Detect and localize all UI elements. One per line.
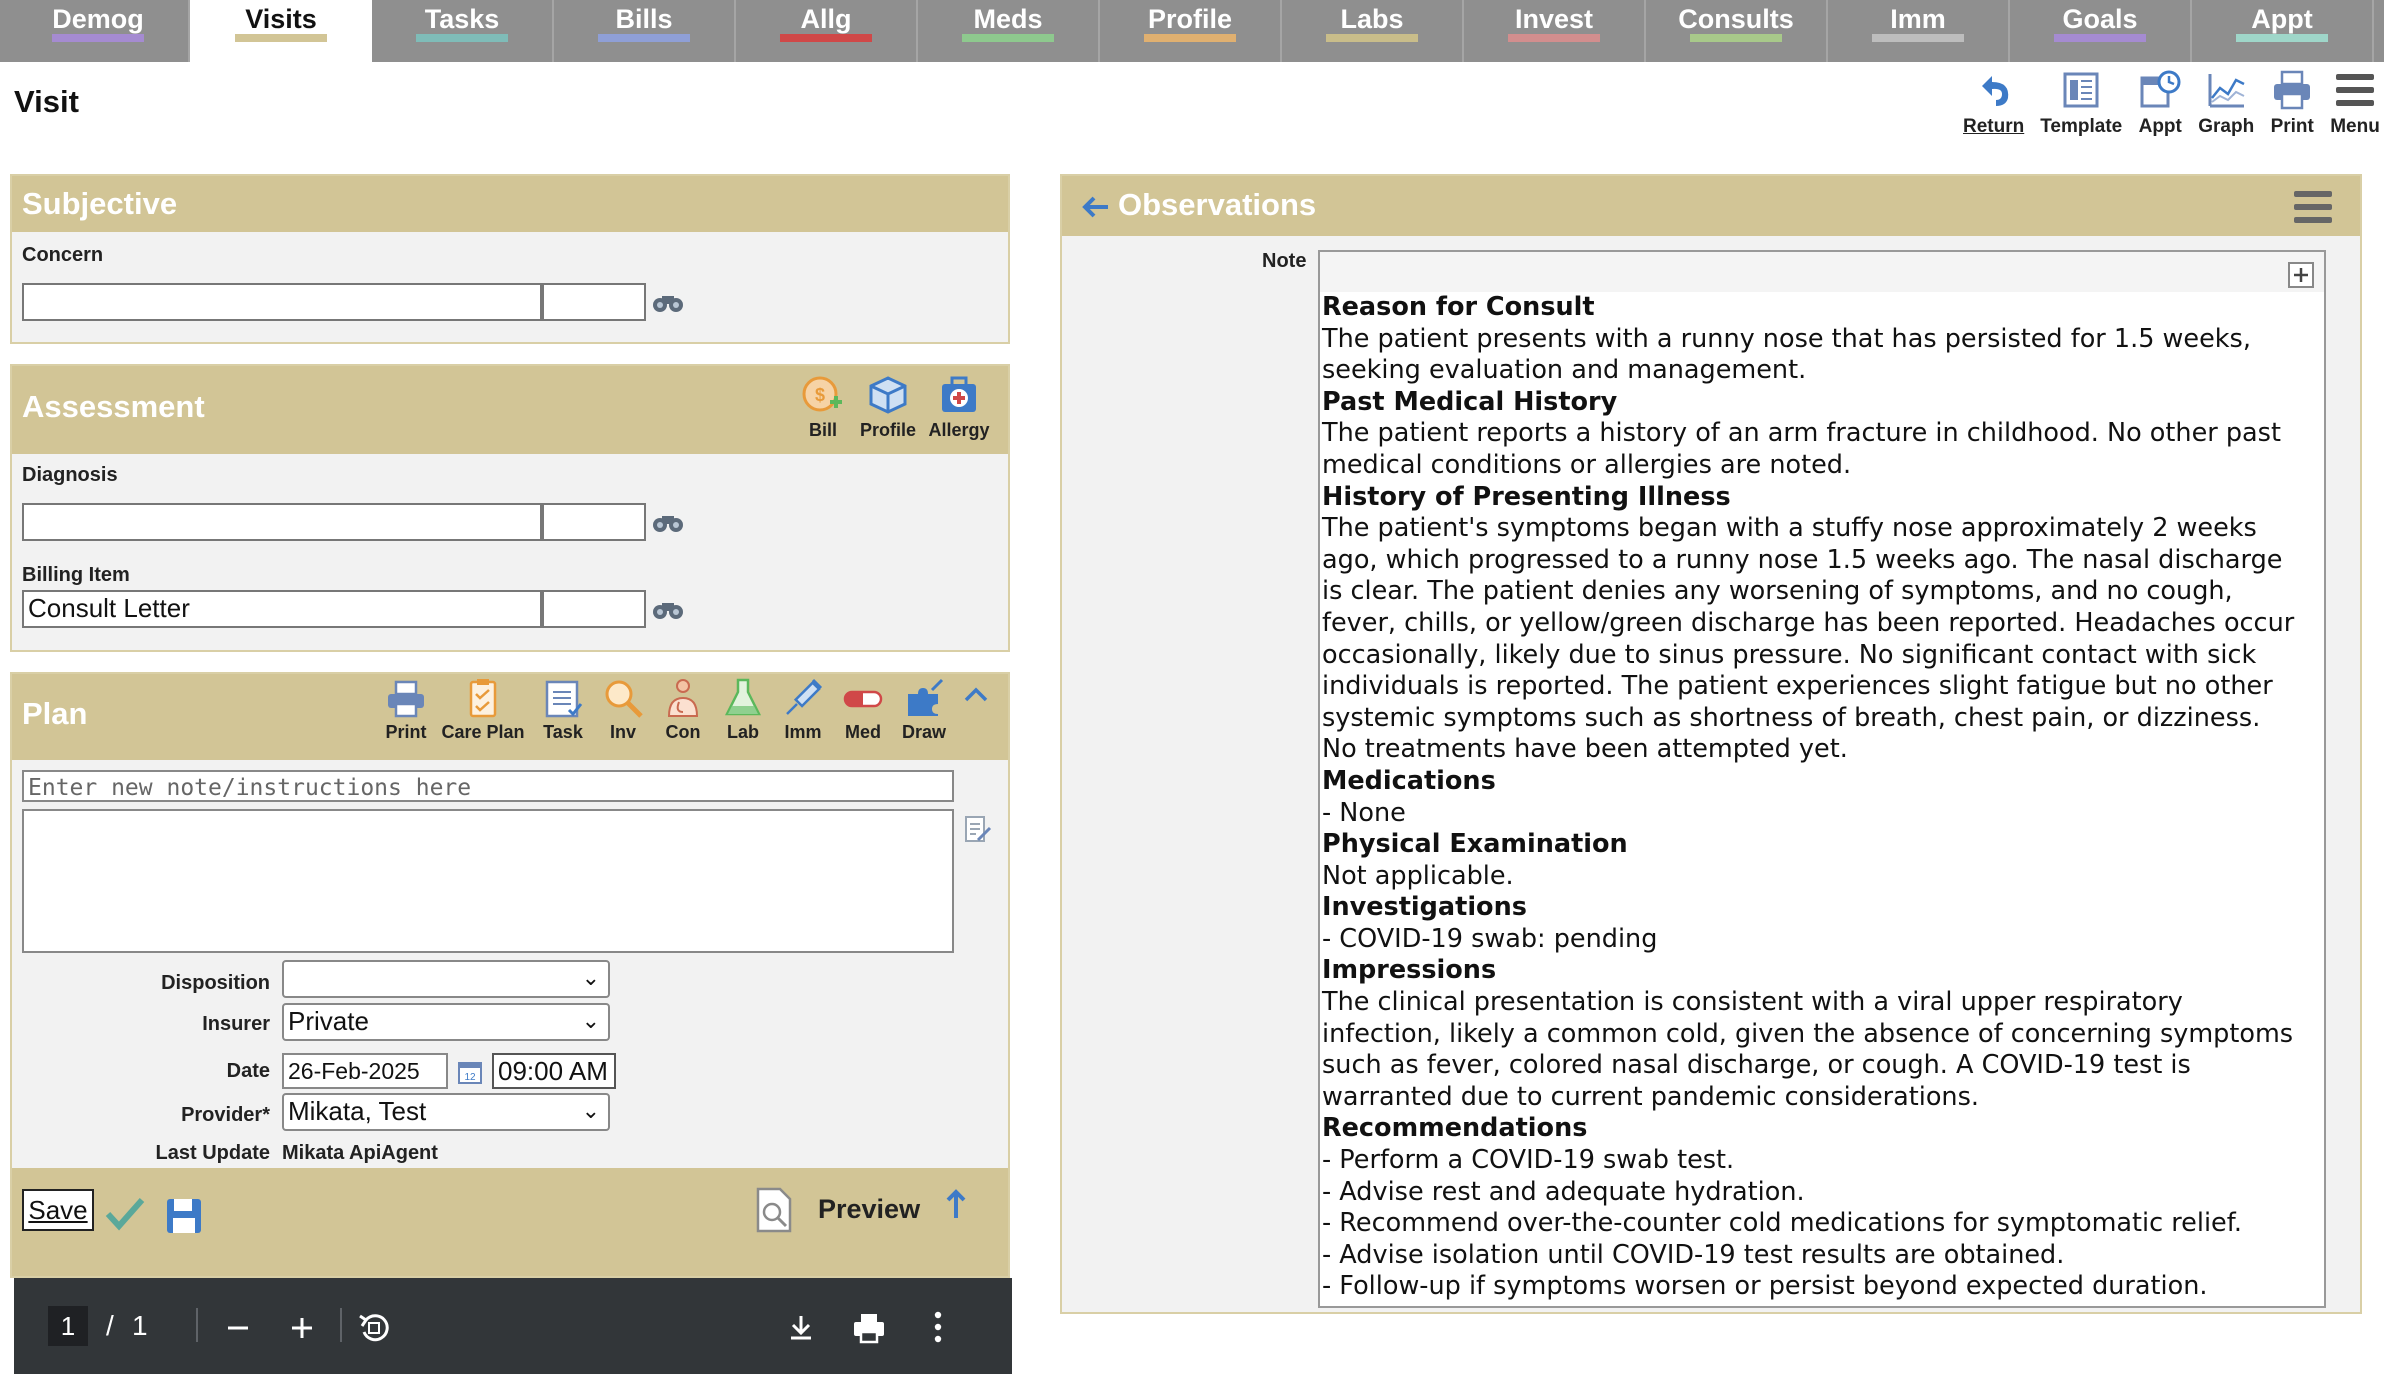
note-line: is clear. The patient denies any worsening of symptoms, and no cough, xyxy=(1322,576,2233,607)
tab-color-bar xyxy=(2236,34,2328,42)
note-line: The clinical presentation is consistent with a viral upper respiratory xyxy=(1322,987,2183,1018)
note-textarea[interactable] xyxy=(1318,250,2326,1308)
con-label: Con xyxy=(665,722,701,742)
chevron-down-icon: ⌄ xyxy=(581,1008,600,1033)
pdf-viewer-toolbar xyxy=(14,1278,1012,1374)
imm-button[interactable] xyxy=(778,676,828,743)
lab-flask-icon xyxy=(721,676,765,720)
more-vertical-icon[interactable] xyxy=(932,1310,944,1344)
tab-color-bar xyxy=(1326,34,1418,42)
tab-color-bar xyxy=(1144,34,1236,42)
tab-color-bar xyxy=(52,34,144,42)
tab-color-bar xyxy=(1508,34,1600,42)
last-update-value: Mikata ApiAgent xyxy=(282,1142,438,1164)
tab-consults[interactable] xyxy=(1646,0,1828,62)
bill-label: Bill xyxy=(808,420,837,440)
syringe-icon xyxy=(781,676,825,720)
return-button[interactable] xyxy=(1955,68,2032,138)
draw-button[interactable] xyxy=(898,676,950,743)
pdf-page-total: 1 xyxy=(132,1310,148,1341)
tab-labs[interactable] xyxy=(1282,0,1464,62)
allergy-label: Allergy xyxy=(928,420,990,440)
menu-label: Menu xyxy=(2330,116,2380,137)
appt-button[interactable] xyxy=(2130,68,2190,138)
graph-button[interactable] xyxy=(2190,68,2262,138)
appointment-icon xyxy=(2138,68,2182,112)
pdf-page-separator: / xyxy=(106,1310,114,1341)
concern-label: Concern xyxy=(22,244,104,266)
diagnosis-code-input[interactable] xyxy=(542,503,646,541)
profile-button[interactable] xyxy=(856,372,920,441)
tab-bills[interactable] xyxy=(554,0,736,62)
bill-icon xyxy=(800,372,846,418)
tab-label: Tasks xyxy=(424,4,500,34)
profile-label: Profile xyxy=(859,420,916,440)
edit-document-icon[interactable] xyxy=(962,814,992,844)
bill-button[interactable] xyxy=(798,372,848,441)
pdf-divider xyxy=(196,1308,198,1342)
tab-color-bar xyxy=(962,34,1054,42)
magnifier-icon xyxy=(601,676,645,720)
note-line: - Follow-up if symptoms worsen or persist beyond expected duration. xyxy=(1322,1271,2208,1302)
print-icon[interactable] xyxy=(852,1312,886,1344)
provider-value: Mikata, Test xyxy=(288,1096,427,1126)
task-list-icon xyxy=(541,676,585,720)
note-line: No treatments have been attempted yet. xyxy=(1322,734,1848,765)
concern-input[interactable] xyxy=(22,283,542,321)
tab-label: Labs xyxy=(1340,4,1404,34)
scroll-top-arrow-icon[interactable] xyxy=(944,1188,968,1220)
observations-title: Observations xyxy=(1118,187,1317,222)
note-toolbar xyxy=(1320,252,2324,292)
disposition-label: Disposition xyxy=(161,972,270,994)
preview-document-icon[interactable] xyxy=(752,1186,796,1234)
profile-cube-icon xyxy=(865,372,911,418)
checkmark-icon[interactable] xyxy=(104,1196,146,1232)
inv-button[interactable] xyxy=(598,676,648,743)
note-line: The patient reports a history of an arm fracture in childhood. No other past xyxy=(1322,418,2281,449)
download-icon[interactable] xyxy=(786,1312,816,1342)
preview-button[interactable]: Preview xyxy=(818,1194,921,1224)
tab-color-bar xyxy=(598,34,690,42)
note-line: such as fever, colored nasal discharge, or cough. A COVID-19 test is xyxy=(1322,1050,2191,1081)
billing-code-input[interactable] xyxy=(542,590,646,628)
tab-color-bar xyxy=(235,34,327,42)
calendar-icon[interactable] xyxy=(456,1058,484,1086)
template-label: Template xyxy=(2040,116,2123,137)
note-heading: Reason for Consult xyxy=(1322,292,1595,322)
note-line: - Advise rest and adequate hydration. xyxy=(1322,1176,1805,1207)
subjective-title: Subjective xyxy=(22,186,178,221)
hamburger-menu-icon[interactable] xyxy=(2292,188,2334,226)
note-line: - Perform a COVID-19 swab test. xyxy=(1322,1145,1735,1176)
pill-capsule-icon xyxy=(841,676,885,720)
diagnosis-label: Diagnosis xyxy=(22,464,118,486)
chevron-down-icon: ⌄ xyxy=(581,1098,600,1123)
plan-print-label: Print xyxy=(385,722,427,742)
note-line: individuals is reported. The patient experiences slight fatigue but no other xyxy=(1322,671,2273,702)
tab-label: Imm xyxy=(1890,4,1946,34)
date-label: Date xyxy=(226,1060,270,1082)
tab-label: Bills xyxy=(615,4,673,34)
note-label: Note xyxy=(1262,250,1307,272)
tab-meds[interactable] xyxy=(918,0,1100,62)
binoculars-icon[interactable] xyxy=(652,597,684,621)
tab-label: Invest xyxy=(1514,4,1594,34)
imm-label: Imm xyxy=(784,722,822,742)
note-heading: Impressions xyxy=(1322,955,1497,986)
note-heading: Medications xyxy=(1322,765,1496,796)
back-arrow-icon[interactable] xyxy=(1080,194,1110,220)
task-button[interactable] xyxy=(536,676,590,743)
allergy-medkit-icon xyxy=(936,372,982,418)
insurer-value: Private xyxy=(288,1006,369,1036)
tab-allg[interactable] xyxy=(736,0,918,62)
care-plan-button[interactable] xyxy=(438,676,528,743)
zoom-out-icon[interactable] xyxy=(224,1314,252,1342)
tab-label: Allg xyxy=(800,4,852,34)
note-instructions-input[interactable] xyxy=(22,770,954,802)
provider-label: Provider* xyxy=(181,1104,270,1126)
con-button[interactable] xyxy=(658,676,708,743)
date-input[interactable]: 26-Feb-2025 xyxy=(282,1053,448,1089)
time-input[interactable]: 09:00 AM xyxy=(492,1053,616,1089)
note-heading: History of Presenting Illness xyxy=(1322,481,1731,512)
note-heading: Physical Examination xyxy=(1322,829,1628,860)
hamburger-menu-icon xyxy=(2333,68,2377,112)
tab-color-bar xyxy=(1872,34,1964,42)
header-toolbar xyxy=(1955,68,2384,138)
plan-print-button[interactable] xyxy=(380,676,432,743)
note-heading: Past Medical History xyxy=(1322,386,1618,417)
note-line: warranted due to current pandemic considerations. xyxy=(1322,1081,1979,1112)
binoculars-icon[interactable] xyxy=(652,510,684,534)
tab-profile[interactable] xyxy=(1100,0,1282,62)
tab-color-bar xyxy=(780,34,872,42)
plan-textarea[interactable] xyxy=(22,809,954,953)
care-plan-label: Care Plan xyxy=(441,722,525,742)
subjective-header xyxy=(12,176,1008,232)
note-line: fever, chills, or yellow/green discharge has been reported. Headaches occur xyxy=(1322,607,2295,638)
print-label: Print xyxy=(2270,116,2314,137)
tab-color-bar xyxy=(1690,34,1782,42)
binoculars-icon[interactable] xyxy=(652,290,684,314)
note-line: - COVID-19 swab: pending xyxy=(1322,923,1658,954)
template-button[interactable] xyxy=(2032,68,2130,138)
collapse-chevron-up-icon[interactable] xyxy=(962,684,990,706)
tab-color-bar xyxy=(416,34,508,42)
tab-label: Demog xyxy=(52,4,144,34)
print-button[interactable] xyxy=(2262,68,2322,138)
disposition-select[interactable] xyxy=(282,960,610,998)
tab-invest[interactable] xyxy=(1464,0,1646,62)
med-label: Med xyxy=(845,722,881,742)
note-line: medical conditions or allergies are noted. xyxy=(1322,449,1852,480)
pdf-divider xyxy=(340,1308,342,1342)
concern-code-input[interactable] xyxy=(542,283,646,321)
tab-label: Goals xyxy=(2062,4,2138,34)
appt-label: Appt xyxy=(2138,116,2182,137)
return-label: Return xyxy=(1963,116,2025,137)
note-line: infection, likely a common cold, given the absence of concerning symptoms xyxy=(1322,1018,2294,1049)
diagnosis-input[interactable] xyxy=(22,503,542,541)
tab-label: Appt xyxy=(2251,4,2313,34)
assessment-title: Assessment xyxy=(22,389,205,424)
draw-label: Draw xyxy=(901,722,946,742)
tab-imm[interactable] xyxy=(1828,0,2010,62)
billing-item-label: Billing Item xyxy=(22,564,130,586)
note-line: Not applicable. xyxy=(1322,860,1514,891)
menu-button[interactable] xyxy=(2322,68,2384,138)
pdf-page-input[interactable]: 1 xyxy=(48,1306,88,1346)
note-content xyxy=(1320,292,2324,1303)
expand-plus-icon[interactable] xyxy=(2288,262,2314,288)
insurer-label: Insurer xyxy=(202,1013,270,1035)
note-instructions-placeholder: Enter new note/instructions here xyxy=(28,775,472,801)
plan-title: Plan xyxy=(22,696,88,731)
tab-label: Meds xyxy=(973,4,1043,34)
note-line: occasionally, likely due to sinus pressure. No significant contact with sick xyxy=(1322,639,2257,670)
template-icon xyxy=(2059,68,2103,112)
top-tab-bar xyxy=(0,0,2384,62)
rotate-icon[interactable] xyxy=(356,1310,392,1346)
tab-label: Visits xyxy=(245,4,317,34)
printer-icon xyxy=(384,676,428,720)
provider-select[interactable] xyxy=(282,1093,610,1131)
note-line: systemic symptoms such as shortness of breath, chest pain, or dizziness. xyxy=(1322,702,2261,733)
tab-appt[interactable] xyxy=(2192,0,2374,62)
note-line: The patient presents with a runny nose that has persisted for 1.5 weeks, xyxy=(1322,323,2251,354)
observations-header xyxy=(1062,176,2360,236)
return-icon xyxy=(1972,68,2016,112)
graph-label: Graph xyxy=(2198,116,2255,137)
save-floppy-icon[interactable] xyxy=(164,1196,204,1236)
svg-text:12: 12 xyxy=(464,1072,476,1083)
note-line: - Recommend over-the-counter cold medications for symptomatic relief. xyxy=(1322,1208,2242,1239)
med-button[interactable] xyxy=(838,676,888,743)
billing-item-input[interactable]: Consult Letter xyxy=(22,590,542,628)
printer-icon xyxy=(2270,68,2314,112)
tab-goals[interactable] xyxy=(2010,0,2192,62)
clipboard-check-icon xyxy=(461,676,505,720)
zoom-in-icon[interactable] xyxy=(288,1314,316,1342)
tab-label: Consults xyxy=(1678,4,1794,34)
svg-text:$: $ xyxy=(814,385,826,405)
note-line: The patient's symptoms began with a stuffy nose approximately 2 weeks xyxy=(1322,513,2257,544)
insurer-select[interactable] xyxy=(282,1003,610,1041)
inv-label: Inv xyxy=(609,722,636,742)
tab-visits[interactable] xyxy=(190,0,372,62)
tab-tasks[interactable] xyxy=(372,0,554,62)
lab-button[interactable] xyxy=(718,676,768,743)
chevron-down-icon: ⌄ xyxy=(581,965,600,990)
note-line: - None xyxy=(1322,797,1406,828)
draw-puzzle-icon xyxy=(902,676,946,720)
lab-label: Lab xyxy=(726,722,759,742)
page-title: Visit xyxy=(14,84,79,119)
graph-icon xyxy=(2204,68,2248,112)
tab-label: Profile xyxy=(1147,4,1233,34)
note-line: ago, which progressed to a runny nose 1.5 weeks ago. The nasal discharge xyxy=(1322,544,2283,575)
task-label: Task xyxy=(543,722,583,742)
note-line: seeking evaluation and management. xyxy=(1322,355,1807,386)
note-heading: Recommendations xyxy=(1322,1113,1588,1144)
allergy-button[interactable] xyxy=(926,372,992,441)
consult-person-icon xyxy=(661,676,705,720)
tab-demog[interactable] xyxy=(8,0,190,62)
save-button[interactable]: Save xyxy=(22,1189,94,1231)
tab-color-bar xyxy=(2054,34,2146,42)
note-heading: Investigations xyxy=(1322,892,1527,923)
note-line: - Advise isolation until COVID-19 test results are obtained. xyxy=(1322,1239,2065,1270)
last-update-label: Last Update xyxy=(155,1142,270,1164)
